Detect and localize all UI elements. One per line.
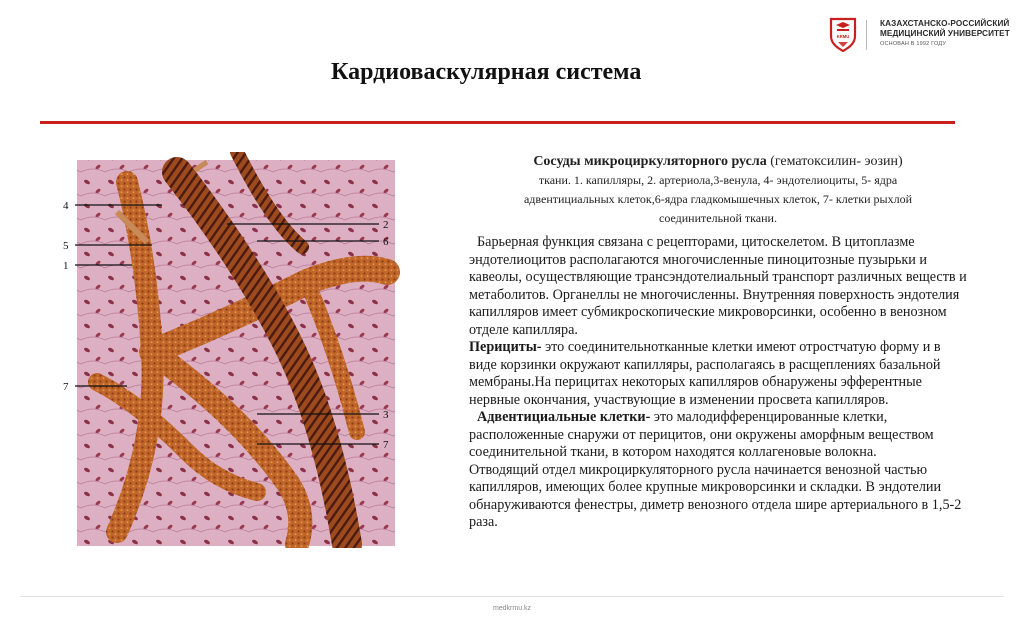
- page-title: Кардиоваскулярная система: [331, 59, 642, 85]
- caption-line: ткани. 1. капилляры, 2. артериола,3-венула, 4- эндотелиоциты, 5- ядра: [538, 173, 898, 187]
- university-logo: [828, 16, 1024, 56]
- figure-label: 1: [63, 260, 69, 272]
- term-pericytes: Перициты-: [469, 339, 542, 355]
- adventitial-text: это малодифференцированные клетки, расположенные снаружи от перицитов, они окружены аморфным веществом соединительной ткани, в котором находятся коллагеновые волокна.: [469, 409, 934, 460]
- pericytes-text: это соединительнотканные клетки имеют отростчатую форму и в виде корзинки окружают капилляры, располагаясь в расщеплениях базальной мембраны.На перицитах некоторых капилляров обнаружены эфферентные нервные окончания, участвующие в изменении просвета капилляров.: [469, 339, 941, 408]
- figure-label: 2: [383, 219, 389, 231]
- university-emblem-icon: [828, 16, 858, 52]
- paragraph-barrier-function: Барьерная функция связана с рецепторами, цитоскелетом. В цитоплазме эндотелиоцитов располагаются многочисленные пиноцитозные пузырьки и кавеолы, осуществляющие трансэндотелиальный транспорт различных веществ и метаболитов. Органеллы не многочисленны. Внутренняя поверхность эндотелия капилляров имеет субмикроскопические микроворсинки, особенно в венозном отделе капилляра.: [469, 234, 967, 338]
- figure-label: 5: [63, 240, 69, 252]
- logo-divider: [866, 20, 867, 50]
- paragraph-venous-part: Отводящий отдел микроциркуляторного русла начинается венозной частью капилляров, имеющих более крупные микроворсинки и складки. В эндотелии обнаруживаются фенестры, диметр венозного отдела шире артериального в 1,5-2 раза.: [469, 461, 962, 530]
- title-underline: [40, 121, 955, 124]
- term-adventitial-cells: Адвентициальные клетки-: [477, 409, 651, 425]
- logo-line-2: МЕДИЦИНСКИЙ УНИВЕРСИТЕТ: [880, 29, 1010, 38]
- footer-url[interactable]: medkrmu.kz: [492, 605, 532, 612]
- histology-figure: [57, 152, 400, 548]
- body-text: [469, 234, 969, 532]
- caption-line: соединительной ткани.: [659, 211, 777, 225]
- caption-heading-rest: (гематоксилин- эозин): [766, 154, 903, 169]
- paragraph-adventitial-cells: [469, 409, 969, 462]
- caption-heading: [478, 152, 958, 171]
- logo-line-1: КАЗАХСТАНСКО-РОССИЙСКИЙ: [880, 19, 1010, 28]
- logo-line-3: ОСНОВАН В 1992 ГОДУ: [880, 41, 947, 47]
- emblem-text: KRMU: [836, 34, 850, 39]
- figure-label: 3: [383, 409, 389, 421]
- caption-line: адвентициальных клеток,6-ядра гладкомышечных клеток, 7- клетки рыхлой: [523, 192, 912, 206]
- figure-caption: [478, 152, 958, 228]
- figure-label: 7: [63, 381, 69, 393]
- figure-label: 4: [63, 200, 69, 212]
- caption-heading-bold: Сосуды микроциркуляторного русла: [533, 154, 767, 169]
- figure-label: 6: [383, 236, 389, 248]
- figure-label: 7: [383, 439, 389, 451]
- footer-divider: [20, 596, 1004, 597]
- paragraph-pericytes: [469, 339, 969, 409]
- logo-text: [880, 19, 1010, 49]
